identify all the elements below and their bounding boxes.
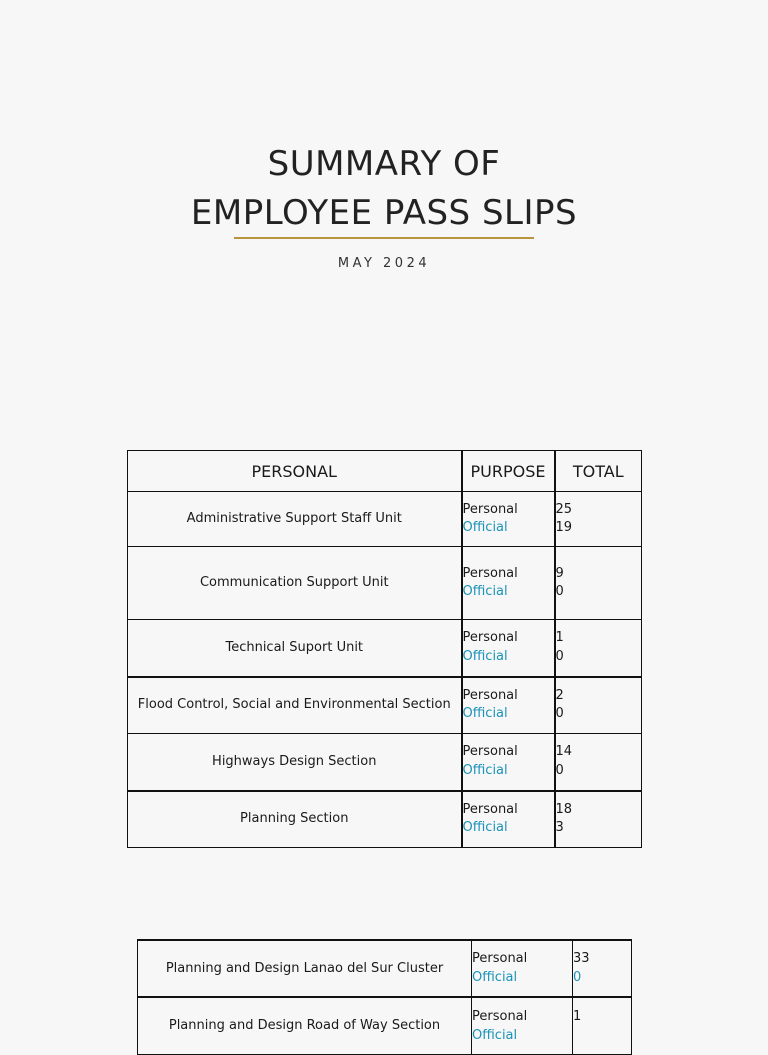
purpose-official: Official xyxy=(462,520,508,535)
pass-slip-table-continued xyxy=(137,939,632,1055)
total-official: 3 xyxy=(555,820,564,836)
purpose-official: Official xyxy=(462,648,508,664)
total-cell xyxy=(555,677,642,734)
total-cell xyxy=(555,620,642,677)
pass-slip-table xyxy=(127,450,642,848)
total-personal: 33 xyxy=(573,951,590,966)
table-row xyxy=(128,547,642,620)
unit-name: Administrative Support Staff Unit xyxy=(128,492,462,547)
table-row xyxy=(128,734,642,791)
purpose-official: Official xyxy=(472,1027,518,1043)
unit-name: Planning Section xyxy=(128,791,462,848)
purpose-cell xyxy=(462,620,555,677)
purpose-cell xyxy=(462,547,555,620)
total-personal: 1 xyxy=(573,1009,582,1024)
total-personal: 9 xyxy=(555,565,564,581)
total-cell xyxy=(555,791,642,848)
purpose-personal: Personal xyxy=(462,744,518,760)
purpose-cell xyxy=(462,791,555,848)
purpose-official: Official xyxy=(462,820,508,836)
table-row xyxy=(128,620,642,677)
purpose-official: Official xyxy=(472,969,518,985)
title-divider xyxy=(234,237,534,239)
unit-name: Planning and Design Lanao del Sur Cluster xyxy=(138,940,472,997)
unit-name: Communication Support Unit xyxy=(128,547,462,620)
unit-name: Planning and Design Road of Way Section xyxy=(138,997,472,1054)
total-official: 0 xyxy=(555,584,564,599)
column-header-total: TOTAL xyxy=(555,451,642,492)
total-personal: 14 xyxy=(555,744,573,760)
purpose-personal: Personal xyxy=(462,630,518,646)
total-cell xyxy=(573,997,632,1054)
purpose-personal: Personal xyxy=(472,951,528,966)
total-official: 0 xyxy=(555,648,564,664)
table-row xyxy=(128,791,642,848)
total-personal: 25 xyxy=(555,501,573,517)
unit-name: Flood Control, Social and Environmental Section xyxy=(128,677,462,734)
table-row xyxy=(138,940,632,997)
total-official: 0 xyxy=(555,706,564,722)
purpose-official: Official xyxy=(462,706,508,722)
purpose-personal: Personal xyxy=(462,801,518,817)
purpose-cell xyxy=(462,734,555,791)
purpose-cell xyxy=(472,940,573,997)
purpose-personal: Personal xyxy=(472,1009,528,1024)
unit-name: Highways Design Section xyxy=(128,734,462,791)
total-personal: 2 xyxy=(555,687,564,703)
table-row xyxy=(138,997,632,1054)
purpose-cell xyxy=(472,997,573,1054)
document-title xyxy=(0,140,768,238)
total-official: 0 xyxy=(573,969,582,985)
unit-name: Technical Suport Unit xyxy=(128,620,462,677)
purpose-official: Official xyxy=(462,584,508,599)
table-row xyxy=(128,677,642,734)
total-cell xyxy=(555,547,642,620)
purpose-personal: Personal xyxy=(462,687,518,703)
table-header-row xyxy=(128,451,642,492)
purpose-cell xyxy=(462,677,555,734)
total-personal: 18 xyxy=(555,801,573,817)
title-line-1: SUMMARY OF xyxy=(267,144,501,184)
purpose-personal: Personal xyxy=(462,501,518,517)
purpose-cell xyxy=(462,492,555,547)
total-cell xyxy=(555,734,642,791)
column-header-purpose: PURPOSE xyxy=(462,451,555,492)
table-row xyxy=(128,492,642,547)
purpose-official: Official xyxy=(462,762,508,778)
column-header-personal: PERSONAL xyxy=(128,451,462,492)
total-official: 19 xyxy=(555,520,573,535)
title-line-2: EMPLOYEE PASS SLIPS xyxy=(190,193,578,233)
document-subtitle: MAY 2024 xyxy=(337,256,431,271)
purpose-personal: Personal xyxy=(462,565,518,581)
total-cell xyxy=(573,940,632,997)
total-cell xyxy=(555,492,642,547)
total-official: 0 xyxy=(555,762,564,778)
total-personal: 1 xyxy=(555,630,564,646)
